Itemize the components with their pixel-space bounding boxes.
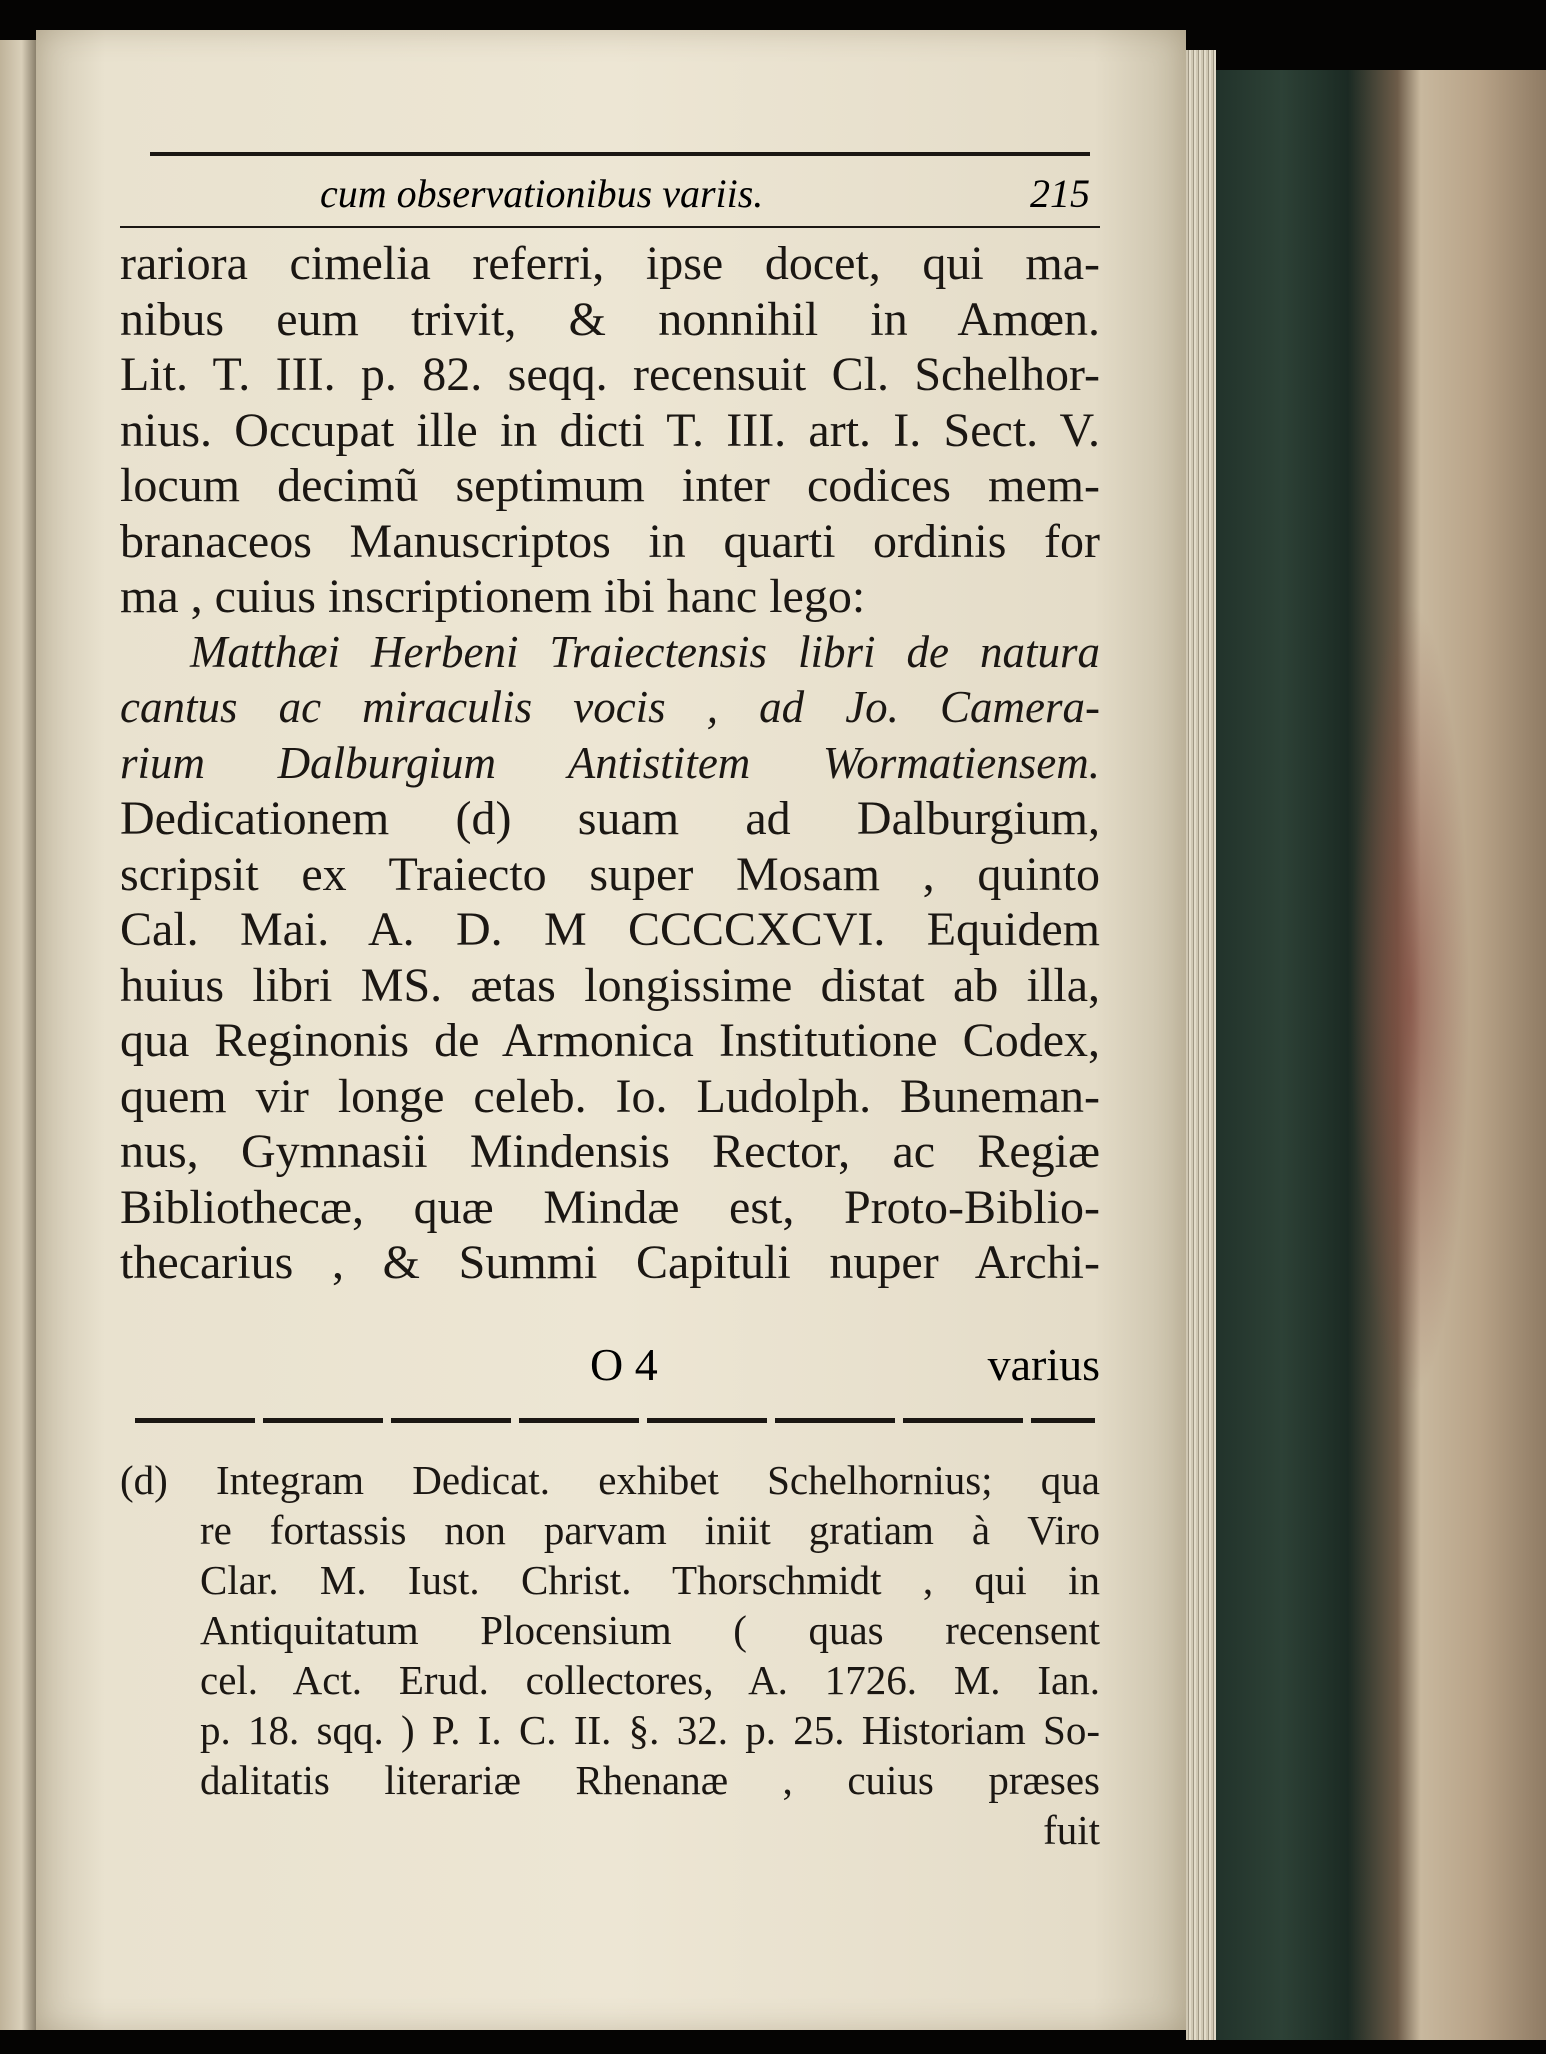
page-block-edge [1186, 50, 1216, 2040]
body-line: nus, Gymnasii Mindensis Rector, ac Regiæ [120, 1125, 1100, 1178]
body-line: huius libri MS. ætas longissime distat ab illa, [120, 958, 1100, 1012]
footnote-line: Clar. M. Iust. Christ. Thorschmidt , qui in [200, 1557, 1100, 1603]
footnote-line: Antiquitatum Plocensium ( quas recensent [200, 1607, 1100, 1653]
body-line: nius. Occupat ille in dicti T. III. art. I. Sect. V. [120, 403, 1100, 457]
body-line: Lit. T. III. p. 82. seqq. recensuit Cl. Schelhor- [120, 348, 1100, 401]
body-line: thecarius , & Summi Capituli nuper Archi- [120, 1236, 1100, 1289]
footnote-line: re fortassis non parvam iniit gratiam à Viro [200, 1507, 1100, 1553]
footnote-text [120, 1455, 1100, 1855]
footnote-line: p. 18. sqq. ) P. I. C. II. §. 32. p. 25. Historiam So- [200, 1707, 1100, 1753]
body-line: Dedicationem (d) suam ad Dalburgium, [120, 792, 1100, 845]
body-text [120, 236, 1100, 1291]
catchword: varius [987, 1339, 1100, 1390]
body-line: scripsit ex Traiecto super Mosam , quinto [120, 847, 1100, 901]
italic-title-line: cantus ac miraculis vocis , ad Jo. Camera- [120, 682, 1100, 732]
body-line: quem vir longe celeb. Io. Ludolph. Buneman- [120, 1069, 1100, 1123]
header-top-rule [150, 152, 1090, 156]
footnote-line: dalitatis literariæ Rhenanæ , cuius præses [200, 1757, 1100, 1803]
cover-stain [1350, 600, 1470, 1400]
header-row [150, 170, 1090, 230]
footnote-line: fuit [1043, 1807, 1100, 1853]
body-line: branaceos Manuscriptos in quarti ordinis for [120, 514, 1100, 568]
body-line: qua Reginonis de Armonica Institutione Codex, [120, 1014, 1100, 1067]
left-page-edge [0, 40, 36, 2030]
body-line: ma , cuius inscriptionem ibi hanc lego: [120, 570, 866, 623]
body-line: rariora cimelia referri, ipse docet, qui ma- [120, 237, 1100, 290]
page-number: 215 [1030, 171, 1090, 216]
running-head: cum observationibus variis. [320, 171, 764, 216]
body-line: locum decimũ septimum inter codices mem- [120, 459, 1100, 512]
italic-title-line: rium Dalburgium Antistitem Wormatiensem. [120, 737, 1100, 788]
body-line: nibus eum trivit, & nonnihil in Amœn. [120, 292, 1100, 346]
italic-title-line: Matthæi Herbeni Traiectensis libri de natura [190, 626, 1100, 677]
footnote-line: (d) Integram Dedicat. exhibet Schelhornius; qua [120, 1457, 1100, 1503]
body-line: Bibliothecæ, quæ Mindæ est, Proto-Biblio- [120, 1180, 1100, 1234]
signature-row [120, 1338, 1100, 1398]
body-line: Cal. Mai. A. D. M CCCCXCVI. Equidem [120, 903, 1100, 956]
footnote-line: cel. Act. Erud. collectores, A. 1726. M. Ian. [200, 1657, 1100, 1703]
footnote-rule [135, 1418, 1095, 1423]
signature-mark: O 4 [590, 1339, 658, 1390]
header-bottom-rule [120, 226, 1100, 228]
